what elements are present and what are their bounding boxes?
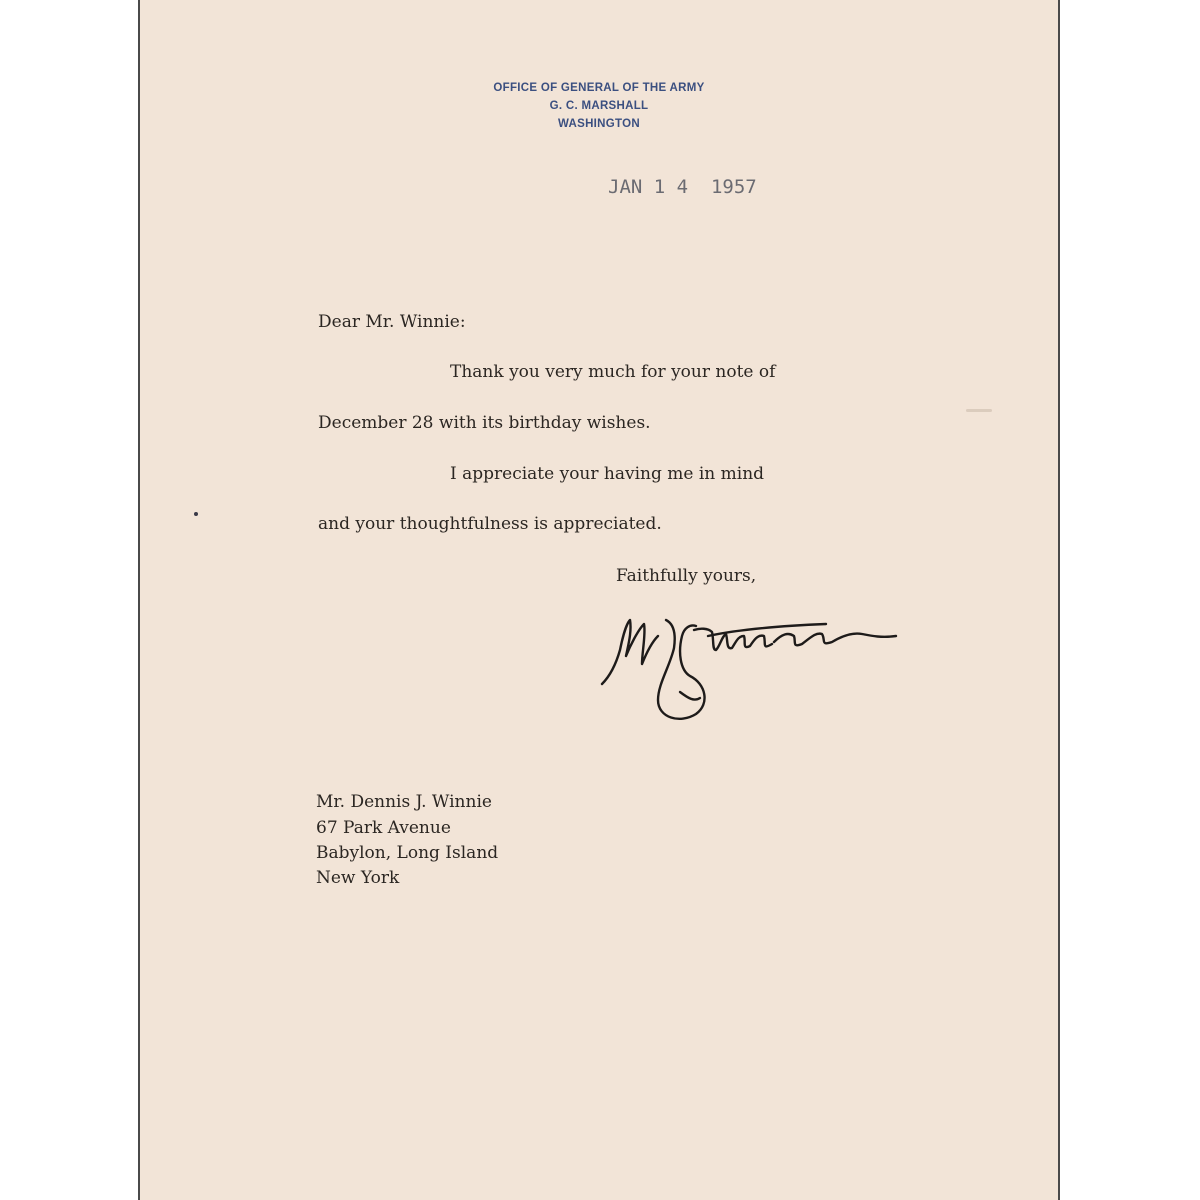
recipient-street: 67 Park Avenue: [316, 818, 451, 838]
signature-icon: [596, 606, 916, 736]
body-line: I appreciate your having me in mind: [450, 464, 765, 484]
recipient-name: Mr. Dennis J. Winnie: [316, 792, 492, 812]
letterhead-city: WASHINGTON: [557, 118, 640, 130]
letterhead-office: OFFICE OF GENERAL OF THE ARMY: [493, 82, 705, 94]
letter-page: [138, 0, 1060, 1200]
recipient-city: Babylon, Long Island: [316, 843, 499, 863]
recipient-state: New York: [316, 868, 400, 888]
closing: Faithfully yours,: [616, 566, 757, 586]
date-stamp: JAN 1 4 1957: [608, 176, 757, 198]
letterhead-name: G. C. MARSHALL: [549, 100, 649, 112]
letterhead: [140, 79, 1058, 133]
ink-speck: [194, 512, 198, 516]
body-line: December 28 with its birthday wishes.: [318, 413, 651, 433]
body-line: Thank you very much for your note of: [450, 362, 776, 382]
salutation: Dear Mr. Winnie:: [318, 312, 466, 332]
body-line: and your thoughtfulness is appreciated.: [318, 514, 662, 534]
paper-mark: [966, 409, 992, 412]
